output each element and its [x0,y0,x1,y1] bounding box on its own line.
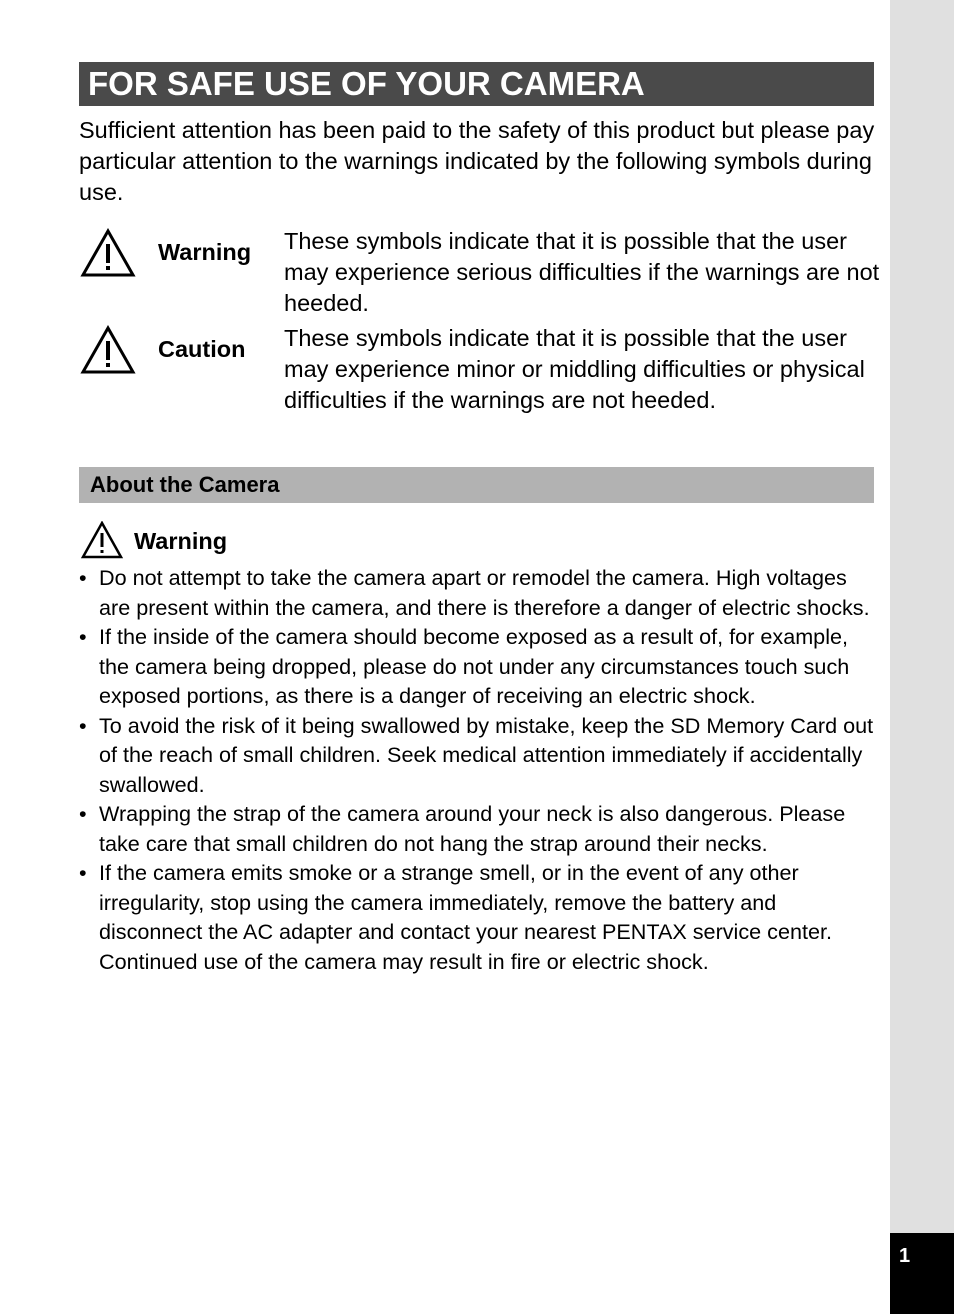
list-item: • If the inside of the camera should become exposed as a result of, for example, the camera being dropped, please do not under any circumstances touch such exposed portions, as there is a danger of receiving an electric shock. [79,622,879,711]
list-item: • Wrapping the strap of the camera around your neck is also dangerous. Please take care that small children do not hang the strap around their necks. [79,799,879,858]
warning-triangle-icon [80,521,124,559]
section-heading: About the Camera [79,467,874,503]
section-warning-heading: Warning [134,528,228,554]
list-item: • To avoid the risk of it being swallowed by mistake, keep the SD Memory Card out of the reach of small children. Seek medical attention immediately if accidentally swallowed. [79,711,879,800]
warning-label: Warning [158,239,252,265]
caution-triangle-icon [80,325,136,375]
warning-description: These symbols indicate that it is possible that the user may experience serious difficulties if the warnings are not heeded. [284,228,880,316]
page-title: FOR SAFE USE OF YOUR CAMERA [79,62,874,106]
page-number: 1 [899,1245,911,1267]
warning-triangle-icon [80,228,136,278]
caution-label: Caution [158,336,246,362]
list-item: • If the camera emits smoke or a strange smell, or in the event of any other irregularity, stop using the camera immediately, remove the battery and disconnect the AC adapter and contact your nearest PENTAX service center. Continued use of the camera may result in fire or electric shock. [79,858,879,976]
page-number-tab [890,1233,954,1314]
caution-description: These symbols indicate that it is possible that the user may experience minor or middling difficulties or physical difficulties if the warnings are not heeded. [284,325,865,413]
warning-list [79,563,879,976]
intro-text: Sufficient attention has been paid to the safety of this product but please pay particular attention to the warnings indicated by the following symbols during use. [79,117,875,205]
list-item: • Do not attempt to take the camera apart or remodel the camera. High voltages are present within the camera, and there is therefore a danger of electric shocks. [79,563,879,622]
side-strip [890,0,954,1314]
